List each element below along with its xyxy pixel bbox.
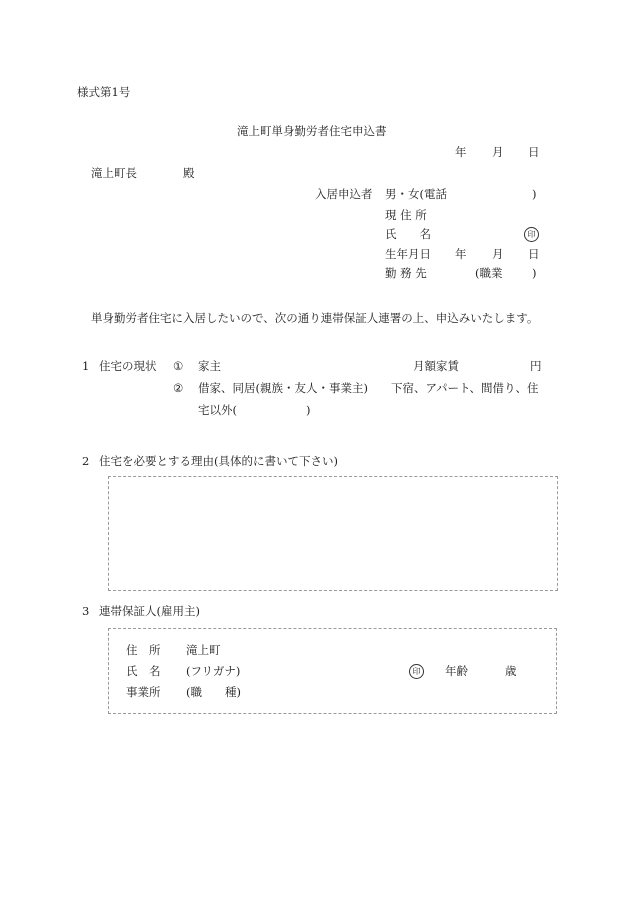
applicant-label: 入居申込者 [315,187,373,201]
gender-phone: 男・女(電話 [385,187,447,201]
phone-close: ) [532,187,537,201]
birth-label: 生年月日 [385,247,431,261]
age-label: 年齢 [445,664,468,678]
guarantor-name-label: 氏 名 [126,664,161,678]
option-2-mark: ② [173,381,184,395]
furigana-label: (フリガナ) [186,664,241,678]
option-1-landlord: 家主 [198,359,221,373]
section-3-label: 連帯保証人(雇用主) [99,604,200,618]
office-label: 事業所 [126,685,161,699]
birth-month: 月 [492,247,504,261]
birth-year: 年 [455,247,467,261]
seal-icon: 印 [409,664,424,679]
option-1-mark: ① [173,359,184,373]
section-1-label: 住宅の現状 [99,359,157,373]
section-2-label: 住宅を必要とする理由(具体的に書いて下さい) [99,454,338,468]
option-2-line-2: 宅以外( ) [198,403,311,417]
yen-unit: 円 [530,359,542,373]
date-month: 月 [492,145,504,159]
guarantor-address-value: 滝上町 [186,643,221,657]
addressee-name: 滝上町長 [91,166,137,180]
current-address-label: 現 住 所 [385,208,427,222]
monthly-rent-label: 月額家賃 [413,359,459,373]
occupation-label: (職業 [475,266,503,280]
seal-icon: 印 [524,227,539,242]
applicant-name-label: 氏 名 [385,227,431,241]
section-3-number: 3 [82,604,90,618]
reason-textarea[interactable] [108,476,558,591]
section-2-number: 2 [82,454,90,468]
form-number: 様式第1号 [77,85,131,99]
date-year: 年 [455,145,467,159]
occupation-close: ) [532,266,537,280]
date-day: 日 [528,145,540,159]
guarantor-address-label: 住 所 [126,643,161,657]
section-1-number: 1 [82,359,90,373]
workplace-label: 勤 務 先 [385,266,427,280]
job-type-label: (職 種) [186,685,241,699]
age-unit: 歳 [505,664,517,678]
statement: 単身勤労者住宅に入居したいので、次の通り連帯保証人連署の上、申込みいたします。 [91,311,539,325]
guarantor-box [108,628,557,714]
option-2-line-1: 借家、同居(親族・友人・事業主) 下宿、アパート、間借り、住 [198,381,539,395]
addressee-honorific: 殿 [183,166,195,180]
page-title: 滝上町単身勤労者住宅申込書 [237,124,387,138]
birth-day: 日 [528,247,540,261]
